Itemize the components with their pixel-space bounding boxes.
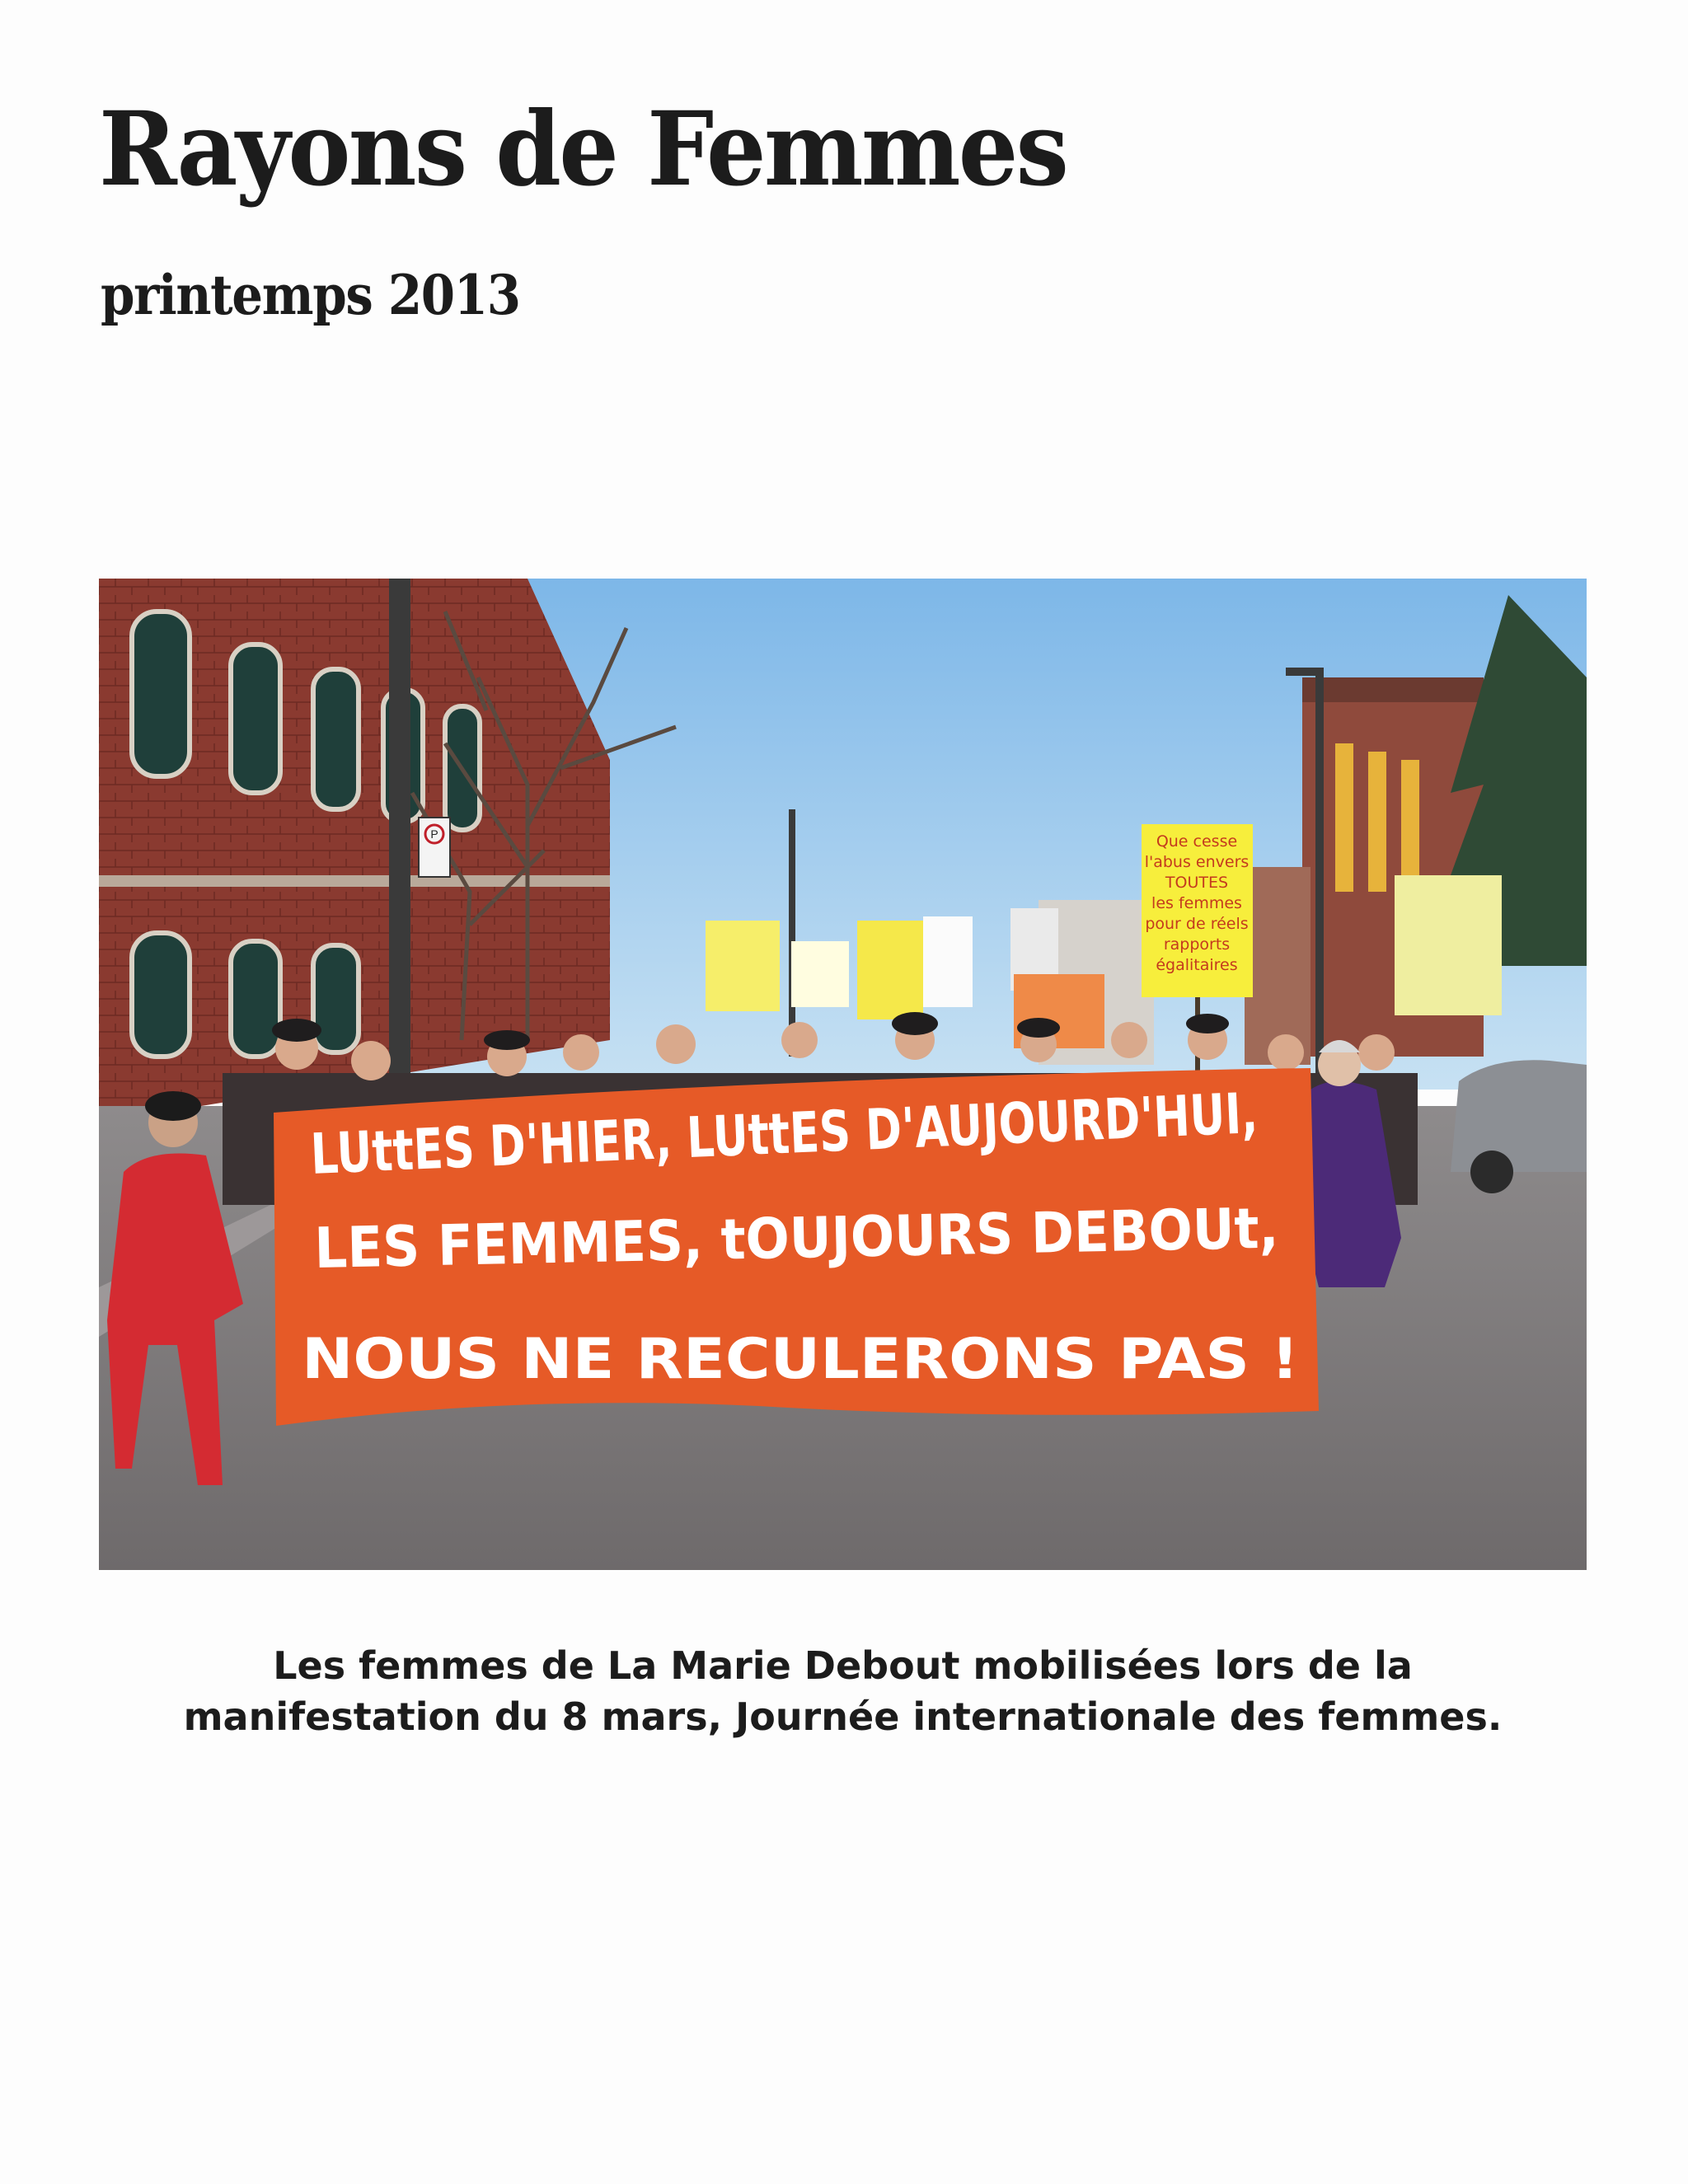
- march-photo: [99, 579, 1587, 1570]
- banner-line: LUttES D'HIER, LUttES D'AUJOURD'HUI,: [309, 1069, 1535, 1188]
- sign-line: pour de réels: [1145, 915, 1249, 933]
- sign-line: rapports: [1163, 935, 1231, 954]
- sign-line: l'abus envers: [1144, 853, 1250, 871]
- banner-line: LES FEMMES, tOUJOURS DEBOUt,: [313, 1194, 1362, 1282]
- protest-banner: [274, 1068, 1535, 1426]
- banner-line: NOUS NE RECULERONS PAS !: [302, 1327, 1300, 1392]
- sign-line: TOUTES: [1165, 874, 1229, 892]
- parking-sign: [419, 818, 450, 877]
- sign-line: Que cesse: [1156, 832, 1238, 851]
- issue-subtitle: printemps 2013: [101, 263, 520, 327]
- caption-line-1: Les femmes de La Marie Debout mobilisées lors de la: [273, 1643, 1413, 1688]
- caption-line-2: manifestation du 8 mars, Journée internationale des femmes.: [183, 1694, 1503, 1739]
- sign-line: les femmes: [1151, 894, 1242, 912]
- magazine-title: Rayons de Femmes: [99, 90, 1067, 209]
- svg-text:P: P: [430, 827, 438, 841]
- photo-caption: [99, 1640, 1587, 1742]
- sign-line: égalitaires: [1156, 956, 1238, 974]
- brick-building: [99, 579, 610, 1122]
